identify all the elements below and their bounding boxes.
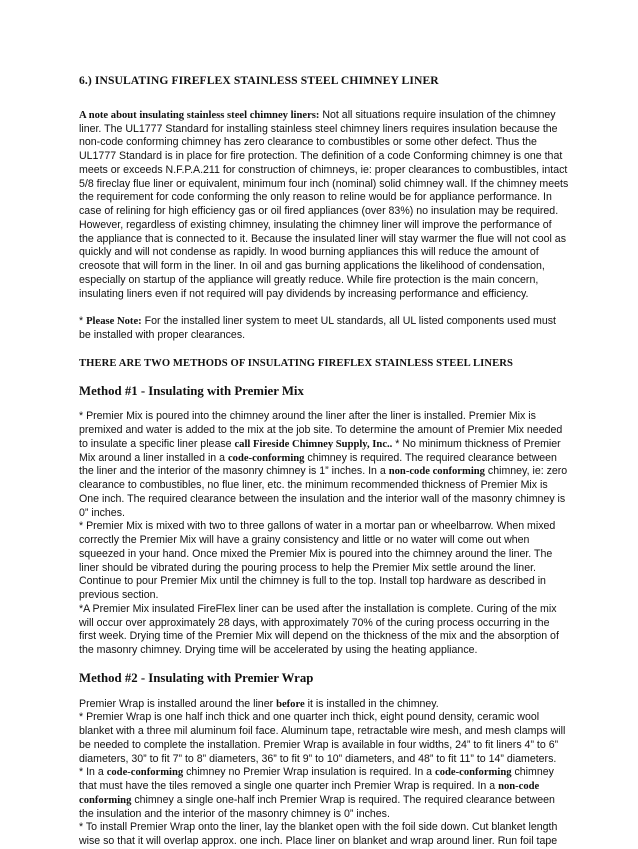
text-run: * No minimum thickness of Premier Mix around a liner installed in a [79, 437, 561, 464]
term-code-conforming: code-conforming [435, 767, 512, 779]
text-run: * Premier Mix is poured into the chimney around the liner after the liner is installed. Premier Mix is premixed and water is added to the mix at the job site. To determine the amount of Premier Mix needed to insulate a specific liner please [79, 410, 563, 450]
text-run: chimney that must have the tiles removed a single one quarter inch Premier Wrap is required. In a [79, 766, 554, 792]
term-code-conforming: code-conforming [227, 452, 305, 464]
method1-paragraph-2: * Premier Mix is mixed with two to three gallons of water in a mortar pan or wheelbarrow. When mixed correctly the Premier Mix will have a grainy consistency and little or no water will come out when squeezed in your hand. Once mixed the Premier Mix is poured into the chimney around the liner. The liner should be vibrated during the pouring process to help the Premier Mix settle around the liner. Continue to pour Premier Mix until the chimney is full to the top. Install top hardware as described in previous section. [79, 520, 556, 601]
text-run: Premier Wrap is installed around the liner [79, 697, 277, 710]
insulation-note [79, 109, 569, 302]
text-run: chimney, ie: zero clearance to combustibles, no flue liner, etc. the minimum recommended thickness of Premier Mix is One inch. The required clearance between the insulation and the interior wall of the masonry chimney is 0” inches. [79, 465, 568, 519]
method2-paragraph-4: * To install Premier Wrap onto the liner, lay the blanket open with the foil side down. Cut blanket length wise so that it will overlap approx. one inch. Place liner on blanket and wrap around liner. Run foil tape [79, 821, 558, 847]
please-note [79, 315, 569, 343]
note-lead: A note about insulating stainless steel chimney liners: [79, 109, 320, 121]
text-run: chimney no Premier Wrap insulation is required. In a [183, 766, 436, 779]
text-run: * In a [79, 766, 107, 779]
term-before: before [276, 698, 305, 710]
term-non-code-conforming: non-code conforming [79, 781, 540, 806]
method2-paragraph-3 [79, 766, 569, 821]
method2-heading: Method #2 - Insulating with Premier Wrap [79, 670, 314, 685]
text-run: chimney is required. The required clearance between the liner and the interior of the masonry chimney is 1” inches. In a [79, 451, 557, 478]
method1-paragraph-1 [79, 410, 569, 520]
term-code-conforming: code-conforming [106, 767, 184, 779]
section-title: 6.) INSULATING FIREFLEX STAINLESS STEEL CHIMNEY LINER [79, 74, 439, 87]
please-note-lead: Please Note: [86, 316, 142, 328]
please-note-body: For the installed liner system to meet UL standards, all UL listed components used must be installed with proper clearances. [79, 315, 556, 341]
supplier-name: call Fireside Chimney Supply, Inc.. [234, 438, 393, 450]
method1-heading: Method #1 - Insulating with Premier Mix [79, 383, 304, 398]
methods-heading: THERE ARE TWO METHODS OF INSULATING FIREFLEX STAINLESS STEEL LINERS [79, 357, 514, 369]
document-page [79, 74, 569, 849]
please-note-star: * [79, 315, 87, 328]
text-run: it is installed in the chimney. [304, 697, 439, 710]
method2-paragraph-1 [79, 698, 569, 712]
method1-paragraph-3: *A Premier Mix insulated FireFlex liner can be used after the installation is complete. Curing of the mix will occur over approximately 28 days, with approximately 70% of the curing process occurring in the first week. Drying time of the Premier Mix will depend on the thickness of the mix and the absorption of the masonry chimney. Drying time will be accelerated by using the heating appliance. [79, 602, 559, 656]
term-non-code-conforming: non-code conforming [388, 466, 485, 478]
note-body: Not all situations require insulation of the chimney liner. The UL1777 Standard for installing stainless steel chimney liners requires insulation because the non-code conforming chimney has zero clearance to combustibles or some other defect. Thus the UL1777 Standard is in place for fire protection. The definition of a code Conforming chimney is one that meets or exceeds N.F.P.A.211 for construction of chimneys, ie: proper clearances to combustibles, intact 5/8 fireclay flue liner or equivalent, minimum four inch (nominal) solid chimney wall. If the chimney meets the requirement for code conforming the only reason to reline would be for appliance performance. In case of relining for high efficiency gas or oil fired appliances (over 83%) no insulation may be required. However, regardless of existing chimney, insulating the chimney liner will improve the performance of the appliance that is connected to it. Because the insulated liner will stay warmer the flue will not cool as quickly and will not condense as rapidly. In wood burning appliances this will reduce the amount of creosote that will form in the liner. In oil and gas burning applications the likelihood of condensation, especially on startup of the appliance will greatly reduce. While fire protection is the main concern, insulating liners even if not required will pay dividends by increasing performance and efficiency. [79, 108, 569, 300]
text-run: chimney a single one-half inch Premier Wrap is required. The required clearance between the insulation and the interior of the masonry chimney is 0” inches. [79, 793, 555, 820]
method2-paragraph-2: * Premier Wrap is one half inch thick and one quarter inch thick, eight pound density, ceramic wool blanket with a three mil aluminum foil face. Aluminum tape, retractable wire mesh, and mesh clamps will be needed to complete the installation. Premier Wrap is available in four widths, 24” to fit liners 4” to 6” diameters, 30” to fit 7” to 8” diameters, 36” to fit 9” to 10” diameters, and 48” to fit 11” to 14” diameters. [79, 711, 566, 765]
